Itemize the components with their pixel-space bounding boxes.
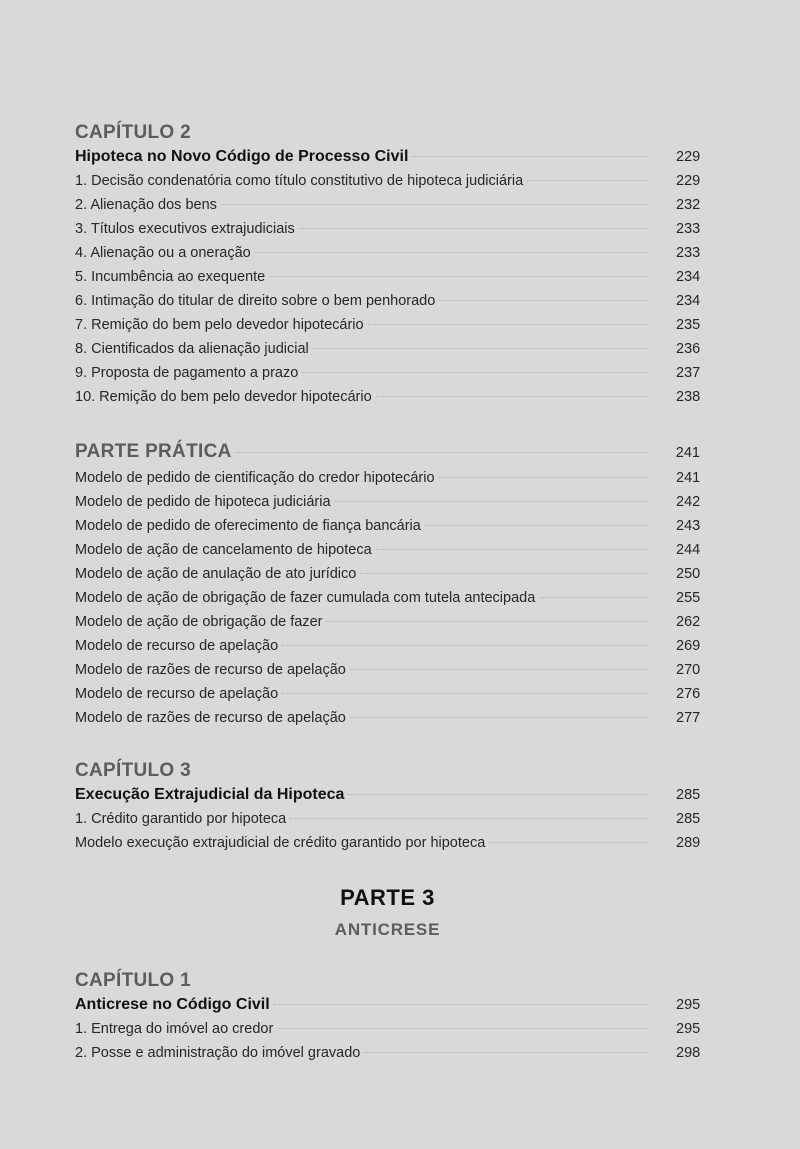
dot-leader	[255, 251, 650, 253]
toc-entry	[75, 217, 700, 241]
entry-text: 3. Títulos executivos extrajudiciais	[75, 221, 295, 237]
entry-text: 1. Entrega do imóvel ao credor	[75, 1021, 274, 1037]
dot-leader	[539, 596, 650, 598]
part-subtitle: ANTICRESE	[334, 920, 441, 939]
dot-leader	[527, 179, 650, 181]
entry-text: Modelo de recurso de apelação	[75, 686, 279, 702]
dot-leader	[269, 275, 650, 277]
toc-entry	[75, 193, 700, 217]
toc-entry	[75, 807, 700, 831]
dot-leader	[360, 572, 650, 574]
toc-entry	[75, 265, 700, 289]
toc-entry	[75, 361, 700, 385]
toc-entry	[75, 1041, 700, 1065]
chapter-title-row	[75, 783, 700, 807]
chapter-title: Anticrese no Código Civil	[75, 996, 270, 1013]
page-number: 229	[676, 173, 701, 189]
toc-entry	[75, 490, 700, 514]
toc-entry	[75, 514, 700, 538]
toc-entry	[75, 658, 700, 682]
page-number: 233	[676, 221, 701, 237]
toc-entry	[75, 586, 700, 610]
entry-text: 2. Alienação dos bens	[75, 197, 217, 213]
page-number: 295	[676, 997, 701, 1013]
page-number: 242	[676, 494, 701, 510]
entry-text: 5. Incumbência ao exequente	[75, 269, 266, 285]
dot-leader	[290, 817, 650, 819]
dot-leader	[350, 668, 650, 670]
dot-leader	[282, 644, 650, 646]
toc-entry	[75, 289, 700, 313]
toc-entry	[75, 538, 700, 562]
page-number: 285	[676, 787, 701, 803]
page-number: 269	[676, 638, 701, 654]
page-number: 250	[676, 566, 701, 582]
entry-text: Modelo de ação de cancelamento de hipoteca	[75, 542, 372, 558]
page-number: 236	[676, 341, 701, 357]
page-number: 243	[676, 518, 701, 534]
chapter-3-section	[75, 759, 700, 855]
dot-leader	[425, 524, 650, 526]
page-number: 289	[676, 835, 701, 851]
page-number: 285	[676, 811, 701, 827]
dot-leader	[364, 1051, 650, 1053]
part-title: PARTE 3	[340, 885, 435, 910]
entry-text: Modelo execução extrajudicial de crédito garantido por hipoteca	[75, 835, 486, 851]
toc-entry	[75, 337, 700, 361]
toc-entry	[75, 313, 700, 337]
chapter-title-row	[75, 145, 700, 169]
page-number: 298	[676, 1045, 701, 1061]
entry-text: Modelo de razões de recurso de apelação	[75, 710, 346, 726]
dot-leader	[302, 371, 650, 373]
entry-text: Modelo de razões de recurso de apelação	[75, 662, 346, 678]
page-number: 234	[676, 269, 701, 285]
entry-text: 2. Posse e administração do imóvel gravado	[75, 1045, 361, 1061]
chapter-title: Hipoteca no Novo Código de Processo Civil	[75, 148, 409, 165]
dot-leader	[236, 451, 648, 453]
page-number: 233	[676, 245, 701, 261]
toc-entry	[75, 241, 700, 265]
chapter-title-row	[75, 993, 700, 1017]
dot-leader	[221, 203, 650, 205]
page-number: 232	[676, 197, 701, 213]
entry-text: Modelo de pedido de cientificação do credor hipotecário	[75, 470, 435, 486]
toc-entry	[75, 169, 700, 193]
dot-leader	[313, 347, 650, 349]
dot-leader	[439, 476, 650, 478]
dot-leader	[439, 299, 650, 301]
toc-entry	[75, 682, 700, 706]
dot-leader	[376, 548, 650, 550]
page-number: 270	[676, 662, 701, 678]
dot-leader	[348, 793, 650, 795]
page-number: 255	[676, 590, 701, 606]
dot-leader	[368, 323, 650, 325]
entry-text: Modelo de pedido de hipoteca judiciária	[75, 494, 331, 510]
entry-text: 4. Alienação ou a oneração	[75, 245, 251, 261]
toc-entry	[75, 831, 700, 855]
entry-text: Modelo de recurso de apelação	[75, 638, 279, 654]
entry-text: Modelo de pedido de oferecimento de fiança bancária	[75, 518, 421, 534]
entry-text: 8. Cientificados da alienação judicial	[75, 341, 309, 357]
dot-leader	[282, 692, 650, 694]
toc-entry	[75, 385, 700, 409]
entry-text: Modelo de ação de obrigação de fazer	[75, 614, 323, 630]
chapter-label: CAPÍTULO 2	[75, 122, 191, 143]
page-number: 238	[676, 389, 701, 405]
entry-text: 9. Proposta de pagamento a prazo	[75, 365, 299, 381]
parte-pratica-section	[75, 438, 700, 730]
page-number: 237	[676, 365, 701, 381]
dot-leader	[326, 620, 650, 622]
toc-entry	[75, 466, 700, 490]
entry-text: 1. Decisão condenatória como título constitutivo de hipoteca judiciária	[75, 173, 524, 189]
dot-leader	[376, 395, 650, 397]
page-number: 277	[676, 710, 701, 726]
entry-text: 7. Remição do bem pelo devedor hipotecário	[75, 317, 364, 333]
entry-text: 1. Crédito garantido por hipoteca	[75, 811, 287, 827]
entry-text: Modelo de ação de anulação de ato jurídico	[75, 566, 357, 582]
page-number: 234	[676, 293, 701, 309]
page-number: 276	[676, 686, 701, 702]
dot-leader	[489, 841, 650, 843]
dot-leader	[274, 1003, 650, 1005]
page-number: 244	[676, 542, 701, 558]
page-number: 262	[676, 614, 701, 630]
page-number: 229	[676, 149, 701, 165]
toc-entry	[75, 1017, 700, 1041]
page-number: 241	[676, 470, 701, 486]
dot-leader	[299, 227, 650, 229]
page-number: 241	[675, 445, 700, 461]
toc-entry	[75, 634, 700, 658]
chapter-label: CAPÍTULO 1	[75, 970, 191, 991]
dot-leader	[412, 155, 650, 157]
page-number: 295	[676, 1021, 701, 1037]
dot-leader	[350, 716, 650, 718]
section-title-row	[75, 438, 700, 466]
entry-text: 10. Remição do bem pelo devedor hipotecário	[75, 389, 372, 405]
chapter-title: Execução Extrajudicial da Hipoteca	[75, 786, 345, 803]
dot-leader	[277, 1027, 650, 1029]
section-title: PARTE PRÁTICA	[75, 441, 232, 462]
toc-entry	[75, 562, 700, 586]
toc-entry	[75, 706, 700, 730]
chapter-1-section	[75, 969, 700, 1065]
entry-text: Modelo de ação de obrigação de fazer cumulada com tutela antecipada	[75, 590, 536, 606]
toc-entry	[75, 610, 700, 634]
entry-text: 6. Intimação do titular de direito sobre o bem penhorado	[75, 293, 436, 309]
page-number: 235	[676, 317, 701, 333]
chapter-2-section	[75, 121, 700, 409]
chapter-label: CAPÍTULO 3	[75, 760, 191, 781]
dot-leader	[335, 500, 650, 502]
